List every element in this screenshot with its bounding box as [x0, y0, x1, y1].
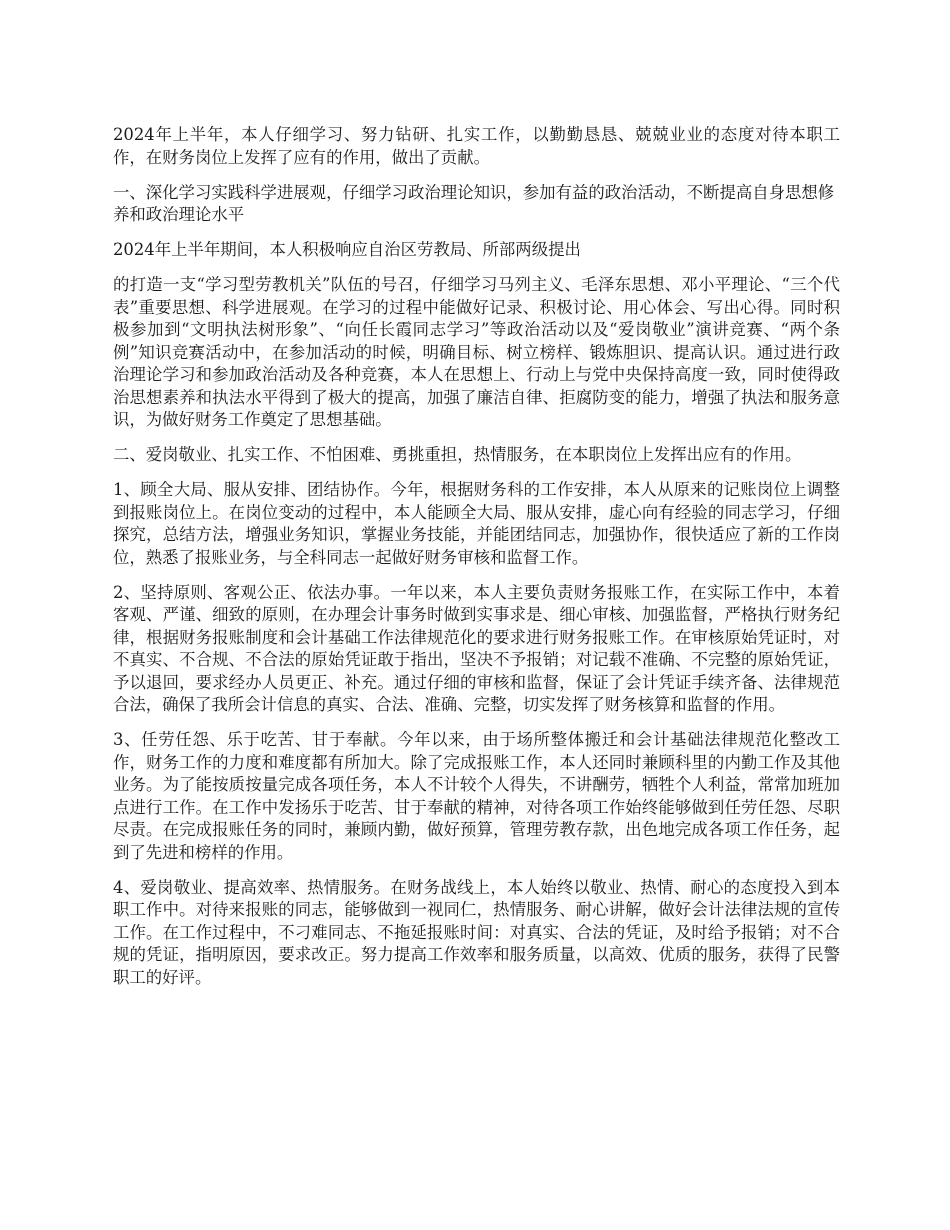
item-paragraph-1: 1、顾全大局、服从安排、团结协作。今年，根据财务科的工作安排，本人从原来的记账岗位上调整到报账岗位上。在岗位变动的过程中，本人能顾全大局、服从安排，虚心向有经验的同志学习，仔细探究，总结方法，增强业务知识，掌握业务技能，并能团结同志，加强协作，很快适应了新的工作岗位，熟悉了报账业务，与全科同志一起做好财务审核和监督工作。: [113, 480, 840, 567]
paragraph-3: 的打造一支“学习型劳教机关”队伍的号召，仔细学习马列主义、毛泽东思想、邓小平理论、“三个代表”重要思想、科学进展观。在学习的过程中能做好记录、积极讨论、用心体会、写出心得。同时积极参加到“文明执法树形象”、“向任长霞同志学习”等政治活动以及“爱岗敬业”演讲竞赛、“两个条例”知识竞赛活动中，在参加活动的时候，明确目标、树立榜样、锻炼胆识、提高认识。通过进行政治理论学习和参加政治活动及各种竞赛，本人在思想上、行动上与党中央保持高度一致，同时使得政治思想素养和执法水平得到了极大的提高，加强了廉洁自律、拒腐防变的能力，增强了执法和服务意识，为做好财务工作奠定了思想基础。: [113, 275, 840, 429]
section-heading-1: 一、深化学习实践科学进展观，仔细学习政治理论知识，参加有益的政治活动，不断提高自身思想修养和政治理论水平: [113, 182, 835, 224]
item-paragraph-2: 2、坚持原则、客观公正、依法办事。一年以来，本人主要负责财务报账工作，在实际工作中，本着客观、严谨、细致的原则，在办理会计事务时做到实事求是、细心审核、加强监督，严格执行财务纪律，根据财务报账制度和会计基础工作法律规范化的要求进行财务报账工作。在审核原始凭证时，对不真实、不合规、不合法的原始凭证敢于指出，坚决不予报销；对记载不准确、不完整的原始凭证，予以退回，要求经办人员更正、补充。通过仔细的审核和监督，保证了会计凭证手续齐备、法律规范合法，确保了我所会计信息的真实、合法、准确、完整，切实发挥了财务核算和监督的作用。: [113, 582, 840, 714]
item-paragraph-4: 4、爱岗敬业、提高效率、热情服务。在财务战线上，本人始终以敬业、热情、耐心的态度投入到本职工作中。对待来报账的同志，能够做到一视同仁，热情服务、耐心讲解，做好会计法律法规的宣传工作。在工作过程中，不刁难同志、不拖延报账时间：对真实、合法的凭证，及时给予报销；对不合规的凭证，指明原因，要求改正。努力提高工作效率和服务质量，以高效、优质的服务，获得了民警职工的好评。: [113, 877, 840, 987]
document-body: [113, 124, 840, 1002]
paragraph-2: 2024年上半年期间，本人积极响应自治区劳教局、所部两级提出: [113, 240, 581, 259]
section-heading-2: 二、爱岗敬业、扎实工作、不怕困难、勇挑重担，热情服务，在本职岗位上发挥出应有的作用。: [113, 445, 802, 464]
item-paragraph-3: 3、任劳任怨、乐于吃苦、甘于奉献。今年以来，由于场所整体搬迁和会计基础法律规范化整改工作，财务工作的力度和难度都有所加大。除了完成报账工作，本人还同时兼顾科里的内勤工作及其他业务。为了能按质按量完成各项任务，本人不计较个人得失，不讲酬劳，牺牲个人利益，常常加班加点进行工作。在工作中发扬乐于吃苦、甘于奉献的精神，对待各项工作始终能够做到任劳任怨、尽职尽责。在完成报账任务的同时，兼顾内勤，做好预算，管理劳教存款，出色地完成各项工作任务，起到了先进和榜样的作用。: [113, 730, 840, 862]
intro-paragraph: 2024年上半年，本人仔细学习、努力钻研、扎实工作，以勤勤恳恳、兢兢业业的态度对待本职工作，在财务岗位上发挥了应有的作用，做出了贡献。: [113, 125, 840, 167]
